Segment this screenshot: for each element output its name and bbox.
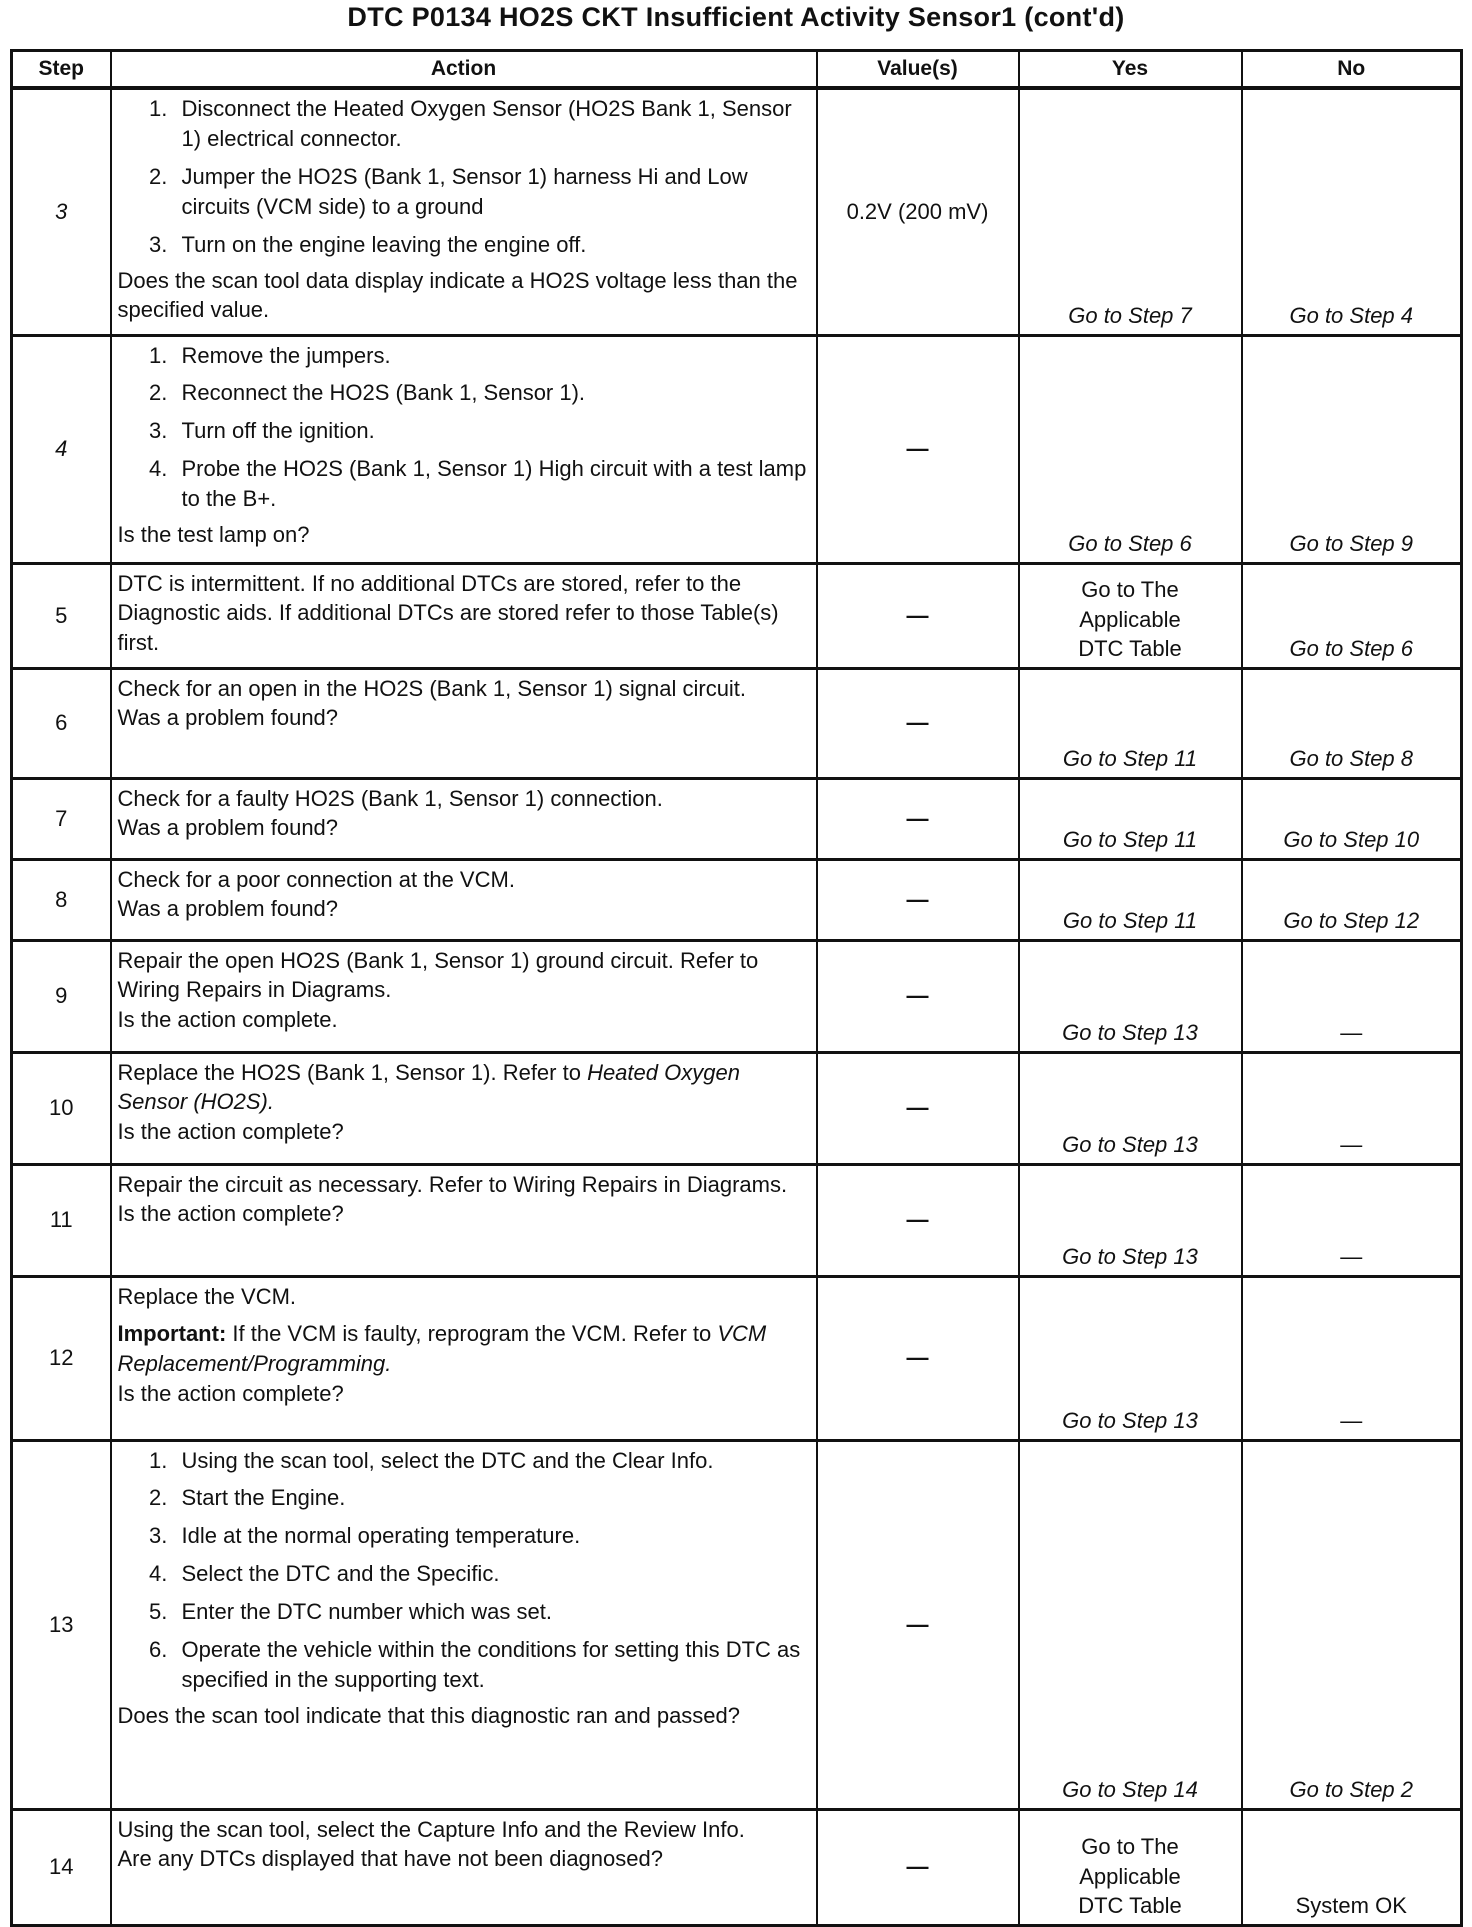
value-cell <box>817 1440 1019 1809</box>
table-row <box>12 335 1462 563</box>
list-item: 2. Reconnect the HO2S (Bank 1, Sensor 1). <box>174 378 810 408</box>
yes-cell: Go to Step 13 <box>1019 1164 1242 1276</box>
yes-cell: Go to Step 7 <box>1019 88 1242 335</box>
action-cell <box>111 1052 817 1164</box>
action-cell <box>111 1440 817 1809</box>
action-cell <box>111 88 817 335</box>
action-text: Check for a faulty HO2S (Bank 1, Sensor 1) connection. <box>117 785 663 811</box>
step-number: 6 <box>12 668 111 778</box>
action-text-plain: Replace the HO2S (Bank 1, Sensor 1). Refer to <box>117 1059 588 1085</box>
action-cell <box>111 668 817 778</box>
yes-line: Applicable <box>1079 1863 1181 1889</box>
no-value-dash: — <box>906 1854 929 1880</box>
list-item: 4. Select the DTC and the Specific. <box>174 1559 810 1589</box>
header-step: Step <box>12 51 111 89</box>
action-list <box>118 1446 810 1695</box>
no-cell: — <box>1242 940 1462 1052</box>
yes-cell: Go to Step 11 <box>1019 668 1242 778</box>
important-text: If the VCM is faulty, reprogram the VCM. Refer to <box>226 1321 718 1347</box>
action-question: Was a problem found? <box>117 815 339 841</box>
no-value-dash: — <box>906 983 929 1009</box>
action-cell <box>111 1276 817 1440</box>
step-number: 3 <box>12 88 111 335</box>
action-text <box>118 1058 810 1118</box>
value-cell <box>817 859 1019 940</box>
action-question: Is the test lamp on? <box>117 522 310 548</box>
yes-cell: Go to Step 14 <box>1019 1440 1242 1809</box>
no-cell: — <box>1242 1164 1462 1276</box>
list-item: 1. Disconnect the Heated Oxygen Sensor (HO2S Bank 1, Sensor 1) electrical connector. <box>174 94 810 154</box>
yes-line: Go to The <box>1081 577 1179 603</box>
yes-line: DTC Table <box>1078 1893 1182 1919</box>
step-number: 10 <box>12 1052 111 1164</box>
no-value-dash: — <box>906 886 929 912</box>
header-row <box>12 51 1462 89</box>
table-row <box>12 1809 1462 1925</box>
step-number: 12 <box>12 1276 111 1440</box>
value-cell: 0.2V (200 mV) <box>817 88 1019 335</box>
action-cell <box>111 563 817 668</box>
no-cell: — <box>1242 1276 1462 1440</box>
table-row <box>12 778 1462 859</box>
no-value-dash: — <box>906 436 929 462</box>
value-cell <box>817 335 1019 563</box>
value-cell <box>817 668 1019 778</box>
value-cell <box>817 940 1019 1052</box>
yes-cell: Go to Step 11 <box>1019 859 1242 940</box>
no-value-dash: — <box>906 1095 929 1121</box>
no-cell: Go to Step 6 <box>1242 563 1462 668</box>
action-list <box>118 341 810 515</box>
list-item: 5. Enter the DTC number which was set. <box>174 1597 810 1627</box>
action-text: DTC is intermittent. If no additional DTCs are stored, refer to the Diagnostic aids. If additional DTCs are stored refer to those Table(s) first. <box>117 570 779 656</box>
action-text: Check for an open in the HO2S (Bank 1, Sensor 1) signal circuit. <box>117 675 747 701</box>
header-yes: Yes <box>1019 51 1242 89</box>
step-number: 4 <box>12 335 111 563</box>
list-item: 3. Idle at the normal operating temperature. <box>174 1521 810 1551</box>
action-text: Replace the VCM. <box>117 1283 297 1309</box>
action-question: Does the scan tool indicate that this diagnostic ran and passed? <box>117 1702 741 1728</box>
action-question: Is the action complete? <box>117 1119 344 1145</box>
yes-cell: Go to Step 11 <box>1019 778 1242 859</box>
action-list <box>118 94 810 260</box>
value-cell <box>817 1164 1019 1276</box>
no-value-dash: — <box>906 1611 929 1637</box>
list-item: 3. Turn off the ignition. <box>174 416 810 446</box>
header-no: No <box>1242 51 1462 89</box>
step-number: 7 <box>12 778 111 859</box>
value-cell <box>817 1276 1019 1440</box>
step-number: 13 <box>12 1440 111 1809</box>
header-values: Value(s) <box>817 51 1019 89</box>
action-question: Is the action complete? <box>117 1381 344 1407</box>
no-value-dash: — <box>906 1345 929 1371</box>
table-row <box>12 1440 1462 1809</box>
table-row <box>12 1164 1462 1276</box>
no-cell: Go to Step 10 <box>1242 778 1462 859</box>
table-row <box>12 1052 1462 1164</box>
no-value-dash: — <box>906 602 929 628</box>
important-note <box>118 1319 810 1379</box>
reference-title: Heated Oxygen Sensor (HO2S). <box>117 1059 740 1115</box>
yes-cell: Go to Step 13 <box>1019 1276 1242 1440</box>
value-cell <box>817 1809 1019 1925</box>
value-cell <box>817 778 1019 859</box>
value-cell <box>817 1052 1019 1164</box>
action-cell <box>111 1164 817 1276</box>
table-row <box>12 1276 1462 1440</box>
diagnostic-table <box>10 49 1463 1927</box>
list-item: 1. Remove the jumpers. <box>174 341 810 371</box>
step-number: 11 <box>12 1164 111 1276</box>
no-value-dash: — <box>906 805 929 831</box>
important-label: Important: <box>117 1321 227 1347</box>
action-cell <box>111 1809 817 1925</box>
list-item: 4. Probe the HO2S (Bank 1, Sensor 1) High circuit with a test lamp to the B+. <box>174 454 810 514</box>
header-action: Action <box>111 51 817 89</box>
action-cell <box>111 859 817 940</box>
yes-cell: Go to Step 6 <box>1019 335 1242 563</box>
yes-line: Go to The <box>1081 1834 1179 1860</box>
yes-cell: Go to Step 13 <box>1019 940 1242 1052</box>
no-cell: Go to Step 9 <box>1242 335 1462 563</box>
action-cell <box>111 940 817 1052</box>
no-value-dash: — <box>906 710 929 736</box>
step-number: 8 <box>12 859 111 940</box>
page-title: DTC P0134 HO2S CKT Insufficient Activity Sensor1 (cont'd) <box>347 2 1125 32</box>
list-item: 2. Start the Engine. <box>174 1483 810 1513</box>
no-cell: Go to Step 2 <box>1242 1440 1462 1809</box>
step-number: 14 <box>12 1809 111 1925</box>
yes-cell <box>1019 563 1242 668</box>
action-question: Was a problem found? <box>117 705 339 731</box>
action-text: Repair the circuit as necessary. Refer to Wiring Repairs in Diagrams. <box>117 1171 788 1197</box>
table-row <box>12 88 1462 335</box>
no-value-dash: — <box>906 1207 929 1233</box>
action-cell <box>111 335 817 563</box>
action-cell <box>111 778 817 859</box>
value-cell <box>817 563 1019 668</box>
list-item: 3. Turn on the engine leaving the engine off. <box>174 230 810 260</box>
yes-cell: Go to Step 13 <box>1019 1052 1242 1164</box>
no-cell: — <box>1242 1052 1462 1164</box>
table-row <box>12 668 1462 778</box>
action-text: Repair the open HO2S (Bank 1, Sensor 1) ground circuit. Refer to Wiring Repairs in Diagrams. <box>117 947 759 1003</box>
no-cell: Go to Step 8 <box>1242 668 1462 778</box>
step-number: 5 <box>12 563 111 668</box>
list-item: 2. Jumper the HO2S (Bank 1, Sensor 1) harness Hi and Low circuits (VCM side) to a ground <box>174 162 810 222</box>
yes-cell <box>1019 1809 1242 1925</box>
reference-title: VCM Replacement/Programming. <box>117 1321 767 1377</box>
no-cell: Go to Step 12 <box>1242 859 1462 940</box>
no-cell: Go to Step 4 <box>1242 88 1462 335</box>
no-cell: System OK <box>1242 1809 1462 1925</box>
action-question: Are any DTCs displayed that have not been diagnosed? <box>117 1846 663 1872</box>
yes-line: Applicable <box>1079 606 1181 632</box>
list-item: 6. Operate the vehicle within the conditions for setting this DTC as specified in the supporting text. <box>174 1635 810 1695</box>
action-question: Is the action complete. <box>117 1007 338 1033</box>
action-text: Using the scan tool, select the Capture Info and the Review Info. <box>117 1816 745 1842</box>
yes-line: DTC Table <box>1078 636 1182 662</box>
table-row <box>12 859 1462 940</box>
table-row <box>12 563 1462 668</box>
action-question: Was a problem found? <box>117 896 339 922</box>
action-question: Is the action complete? <box>117 1201 344 1227</box>
step-number: 9 <box>12 940 111 1052</box>
action-question: Does the scan tool data display indicate a HO2S voltage less than the specified value. <box>117 267 798 323</box>
action-text: Check for a poor connection at the VCM. <box>117 866 515 892</box>
table-row <box>12 940 1462 1052</box>
list-item: 1. Using the scan tool, select the DTC and the Clear Info. <box>174 1446 810 1476</box>
